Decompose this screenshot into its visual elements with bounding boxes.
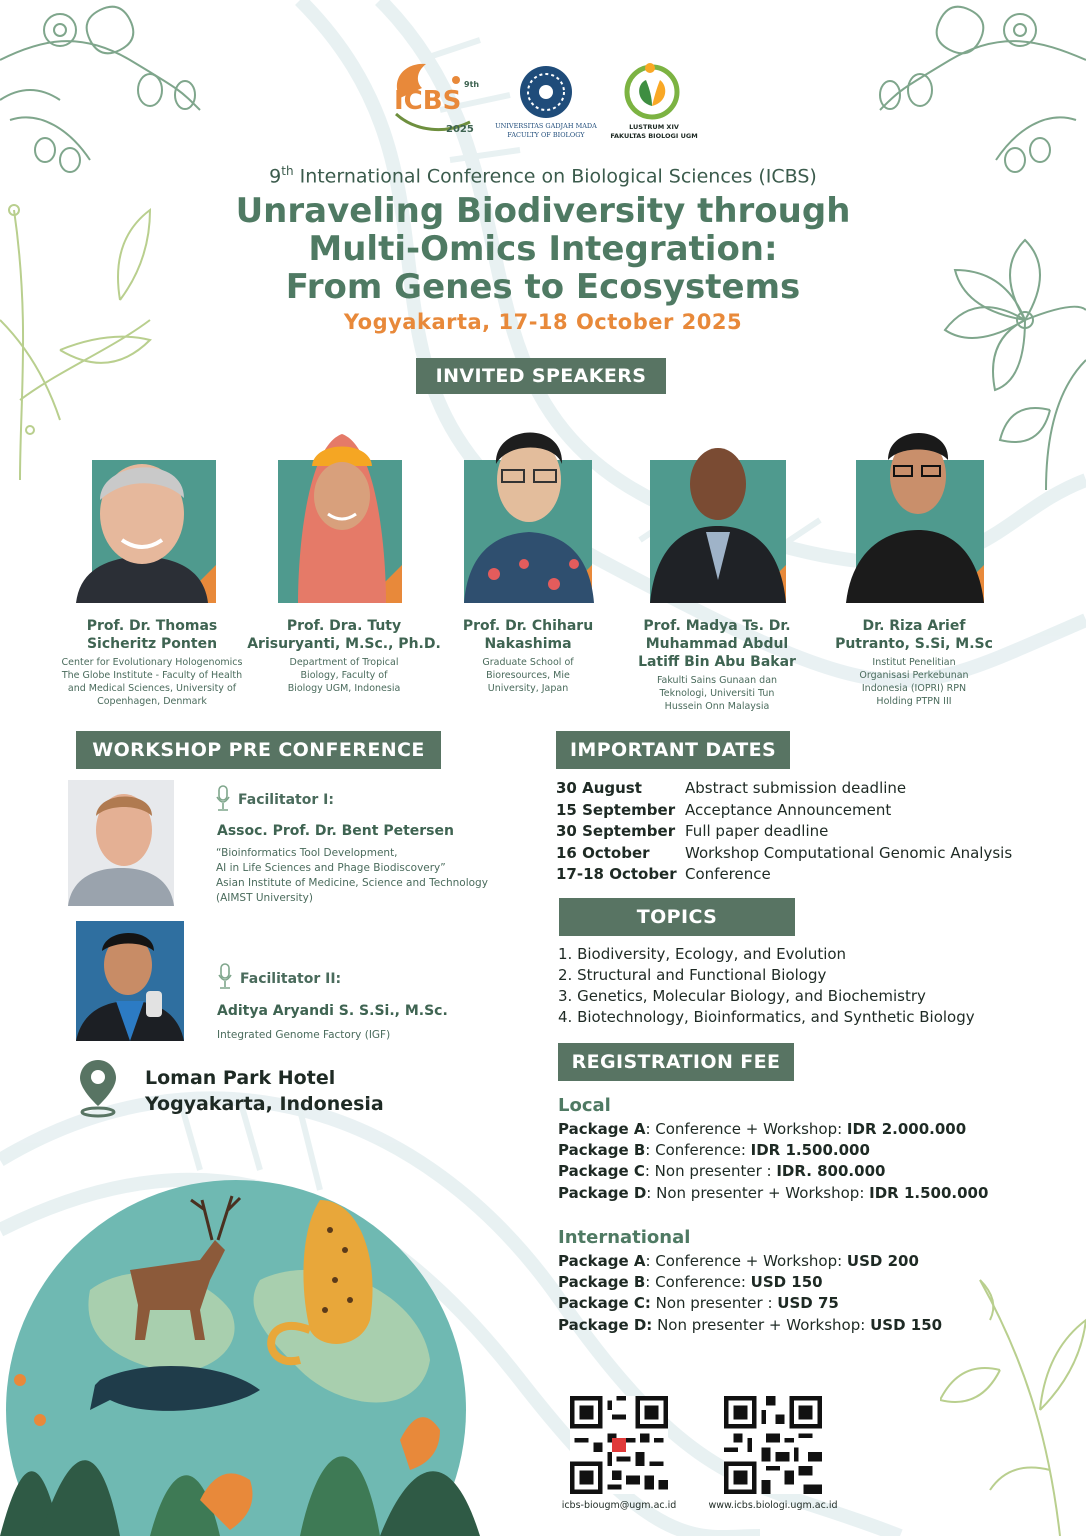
date-label: 17-18 October [556, 865, 677, 883]
fee-package: Package C [558, 1162, 645, 1181]
speaker-card-3 [428, 617, 628, 695]
floral-corner-top-left [0, 0, 210, 180]
globe-illustration [0, 1140, 540, 1536]
facilitator-1-desc-line2: AI in Life Sciences and Phage Biodiscovery” [216, 862, 446, 874]
speaker-5-aff-line4: Holding PTPN III [876, 696, 952, 707]
speaker-1-aff-line4: Copenhagen, Denmark [97, 696, 207, 707]
speaker-photo-3 [464, 414, 594, 603]
fee-package: Package A [558, 1120, 646, 1138]
speaker-1-name-line2: Sicheritz Ponten [86, 636, 218, 652]
facilitator-2-portrait [76, 921, 184, 1041]
date-row [556, 843, 1056, 865]
facilitator-1-desc-line1: “Bioinformatics Tool Development, [216, 847, 398, 859]
speaker-5-aff-line1: Institut Penelitian [872, 657, 956, 668]
contact-email[interactable]: icbs-biougm@ugm.ac.id [561, 1500, 677, 1511]
speaker-card-4 [617, 617, 817, 713]
registration-fee-banner: REGISTRATION FEE [558, 1043, 794, 1081]
speaker-3-name-line1: Prof. Dr. Chiharu [462, 618, 594, 634]
topic-item: 4. Biotechnology, Bioinformatics, and Synthetic Biology [558, 1008, 975, 1026]
speaker-4-aff-line2: Teknologi, Universiti Tun [659, 688, 775, 699]
icbs-logo-text: ICBS [394, 86, 462, 116]
speaker-photo-1 [66, 440, 218, 603]
main-title [0, 192, 1086, 306]
fee-item [558, 1315, 1068, 1336]
speaker-1-portrait [66, 440, 218, 603]
fee-price: IDR 2.000.000 [846, 1120, 967, 1138]
topics-banner: TOPICS [559, 898, 795, 936]
speaker-1-affiliation [52, 656, 252, 708]
facilitator-1-photo [68, 780, 174, 906]
speaker-2-name-line2: Arisuryanti, M.Sc., Ph.D. [247, 636, 441, 652]
main-title-line2: Multi-Omics Integration: [308, 229, 778, 269]
lustrum-logo [606, 62, 702, 142]
website-qr-code[interactable] [724, 1396, 822, 1494]
speaker-2-aff-line3: Biology UGM, Indonesia [287, 683, 401, 694]
fee-price: IDR 1.500.000 [869, 1183, 989, 1202]
speaker-3-name-line2: Nakashima [484, 636, 572, 652]
lustrum-leaf-icon [606, 62, 702, 122]
speaker-card-1 [52, 617, 252, 708]
fee-package: Package C: [558, 1294, 651, 1313]
speaker-5-affiliation [814, 656, 1014, 708]
venue-line1: Loman Park Hotel [145, 1067, 336, 1089]
invited-speakers-banner: INVITED SPEAKERS [416, 358, 666, 394]
speaker-1-aff-line3: and Medical Sciences, University of [67, 683, 237, 694]
date-event: Acceptance Announcement [685, 800, 892, 819]
fee-desc: : Non presenter : [644, 1162, 777, 1181]
fee-price: IDR 1.500.000 [750, 1141, 870, 1160]
facilitator-1-portrait [68, 780, 174, 906]
facilitator-1-label: Facilitator I: [238, 792, 334, 808]
speaker-2-name-line1: Prof. Dra. Tuty [286, 618, 402, 634]
speaker-3-aff-line3: University, Japan [487, 683, 569, 694]
speaker-4-aff-line1: Fakulti Sains Gunaan dan [656, 675, 778, 686]
main-title-line1: Unraveling Biodiversity through [235, 191, 851, 231]
fee-item [558, 1161, 1068, 1182]
fee-package: Package B [558, 1141, 646, 1160]
speaker-5-name-line1: Dr. Riza Arief [862, 618, 966, 634]
date-event: Full paper deadline [685, 822, 829, 840]
speaker-2-aff-line2: Biology, Faculty of [300, 670, 388, 681]
speaker-4-portrait [650, 440, 786, 603]
speaker-card-2 [244, 617, 444, 695]
qr-code-icon [724, 1396, 822, 1494]
date-row [556, 800, 1056, 822]
fee-desc: : Conference: [645, 1141, 751, 1160]
speaker-photo-2 [278, 426, 406, 603]
fee-international-list [558, 1251, 1068, 1336]
main-title-line3: From Genes to Ecosystems [285, 267, 801, 307]
lustrum-logo-line2: FAKULTAS BIOLOGI UGM [610, 132, 698, 140]
fee-international-heading: International [558, 1227, 691, 1248]
important-dates-banner: IMPORTANT DATES [556, 731, 790, 769]
fee-local-list [558, 1119, 1068, 1204]
contact-website[interactable]: www.icbs.biologi.ugm.ac.id [708, 1500, 838, 1511]
workshop-banner: WORKSHOP PRE CONFERENCE [76, 731, 441, 769]
icbs-logo-edition: 9th [464, 80, 480, 89]
speaker-4-name-line2: Muhammad Abdul [645, 636, 789, 652]
icbs-logo-year: 2025 [446, 124, 474, 135]
topic-item: 3. Genetics, Molecular Biology, and Biochemistry [558, 987, 926, 1005]
fee-desc: : Conference + Workshop: [645, 1120, 847, 1138]
venue-line2: Yogyakarta, Indonesia [145, 1093, 384, 1115]
fee-item [558, 1293, 1068, 1314]
fee-item [558, 1119, 1068, 1140]
date-event: Workshop Computational Genomic Analysis [685, 843, 1013, 862]
speaker-3-aff-line1: Graduate School of [482, 657, 574, 668]
facilitator-2-photo [76, 921, 184, 1041]
speaker-1-aff-line1: Center for Evolutionary Hologenomics [61, 657, 243, 668]
date-row [556, 864, 1056, 886]
location-date: Yogyakarta, 17-18 October 2025 [343, 310, 743, 334]
fee-desc: Non presenter : [650, 1294, 778, 1313]
date-event: Conference [685, 865, 771, 883]
fee-package: Package D [558, 1183, 647, 1202]
speaker-card-5 [814, 617, 1014, 708]
fee-price: USD 200 [846, 1252, 919, 1270]
location-pin-icon [78, 1058, 118, 1118]
ugm-logo-line2: FACULTY OF BIOLOGY [507, 131, 585, 139]
fee-item [558, 1183, 1068, 1204]
facilitator-2-description: Integrated Genome Factory (IGF) [217, 1029, 391, 1041]
floral-corner-top-right [860, 0, 1086, 180]
facilitator-1-desc-line4: (AIMST University) [216, 892, 313, 904]
fee-price: USD 150 [750, 1273, 823, 1292]
speaker-4-name-line1: Prof. Madya Ts. Dr. [643, 618, 791, 634]
fee-item [558, 1251, 1068, 1272]
fee-package: Package A [558, 1252, 646, 1270]
fee-desc: : Conference + Workshop: [645, 1252, 847, 1270]
speaker-2-aff-line1: Department of Tropical [289, 657, 399, 668]
facilitator-1-description [216, 846, 516, 906]
ugm-logo-line1: UNIVERSITAS GADJAH MADA [495, 122, 597, 130]
speaker-photo-5 [846, 420, 984, 603]
fee-package: Package D: [558, 1315, 653, 1334]
fee-package: Package B [558, 1273, 646, 1292]
fee-price: USD 150 [870, 1315, 943, 1334]
venue [145, 1065, 384, 1117]
lustrum-logo-line1: LUSTRUM XIV [629, 123, 679, 131]
fee-desc: : Non presenter + Workshop: [646, 1183, 870, 1202]
ugm-logo [494, 62, 598, 142]
conference-name [0, 164, 1086, 187]
fee-desc: Non presenter + Workshop: [652, 1315, 871, 1334]
speaker-5-portrait [846, 420, 984, 603]
topic-item: 1. Biodiversity, Ecology, and Evolution [558, 945, 847, 963]
fee-price: USD 75 [777, 1294, 839, 1313]
topic-item: 2. Structural and Functional Biology [558, 966, 827, 984]
date-row [556, 821, 1056, 843]
date-row [556, 778, 1056, 800]
date-label: 15 September [556, 800, 676, 819]
speaker-3-portrait [464, 414, 594, 603]
fee-price: IDR. 800.000 [776, 1162, 886, 1181]
facilitator-1-desc-line3: Asian Institute of Medicine, Science and Technology [216, 877, 488, 889]
speaker-4-aff-line3: Hussein Onn Malaysia [664, 701, 770, 712]
date-label: 30 September [556, 822, 676, 840]
email-qr-code[interactable] [570, 1396, 668, 1494]
fee-local-heading: Local [558, 1095, 611, 1116]
fee-item [558, 1140, 1068, 1161]
speaker-5-name-line2: Putranto, S.Si, M.Sc [835, 636, 993, 652]
important-dates-list [556, 778, 1056, 886]
date-label: 16 October [556, 843, 650, 862]
speaker-5-aff-line2: Organisasi Perkebunan [859, 670, 969, 681]
speaker-2-affiliation [244, 656, 444, 695]
speaker-1-aff-line2: The Globe Institute - Faculty of Health [61, 670, 243, 681]
speaker-5-aff-line3: Indonesia (IOPRI) RPN [861, 683, 967, 694]
speaker-4-name-line3: Latiff Bin Abu Bakar [638, 654, 796, 670]
speaker-2-portrait [278, 426, 406, 603]
conference-ordinal-suffix: th [281, 164, 294, 178]
fee-desc: : Conference: [645, 1273, 751, 1292]
conference-name-text: International Conference on Biological Sciences (ICBS) [293, 165, 817, 188]
fee-item [558, 1272, 1068, 1293]
microphone-icon [215, 785, 231, 813]
date-event: Abstract submission deadline [685, 779, 907, 797]
facilitator-2-name: Aditya Aryandi S. S.Si., M.Sc. [217, 1003, 448, 1019]
ugm-seal-icon [494, 62, 598, 122]
conference-ordinal: 9 [269, 165, 282, 188]
topics-list [558, 944, 1058, 1028]
facilitator-1-name: Assoc. Prof. Dr. Bent Petersen [217, 823, 454, 839]
microphone-icon [217, 963, 233, 991]
speaker-1-name-line1: Prof. Dr. Thomas [86, 618, 218, 634]
qr-code-icon [570, 1396, 668, 1494]
speaker-3-affiliation [428, 656, 628, 695]
speaker-3-aff-line2: Bioresources, Mie [486, 670, 570, 681]
date-label: 30 August [556, 779, 642, 797]
speaker-4-affiliation [617, 674, 817, 713]
facilitator-2-label: Facilitator II: [240, 971, 342, 987]
icbs-logo [386, 58, 484, 140]
speaker-photo-4 [650, 440, 786, 603]
